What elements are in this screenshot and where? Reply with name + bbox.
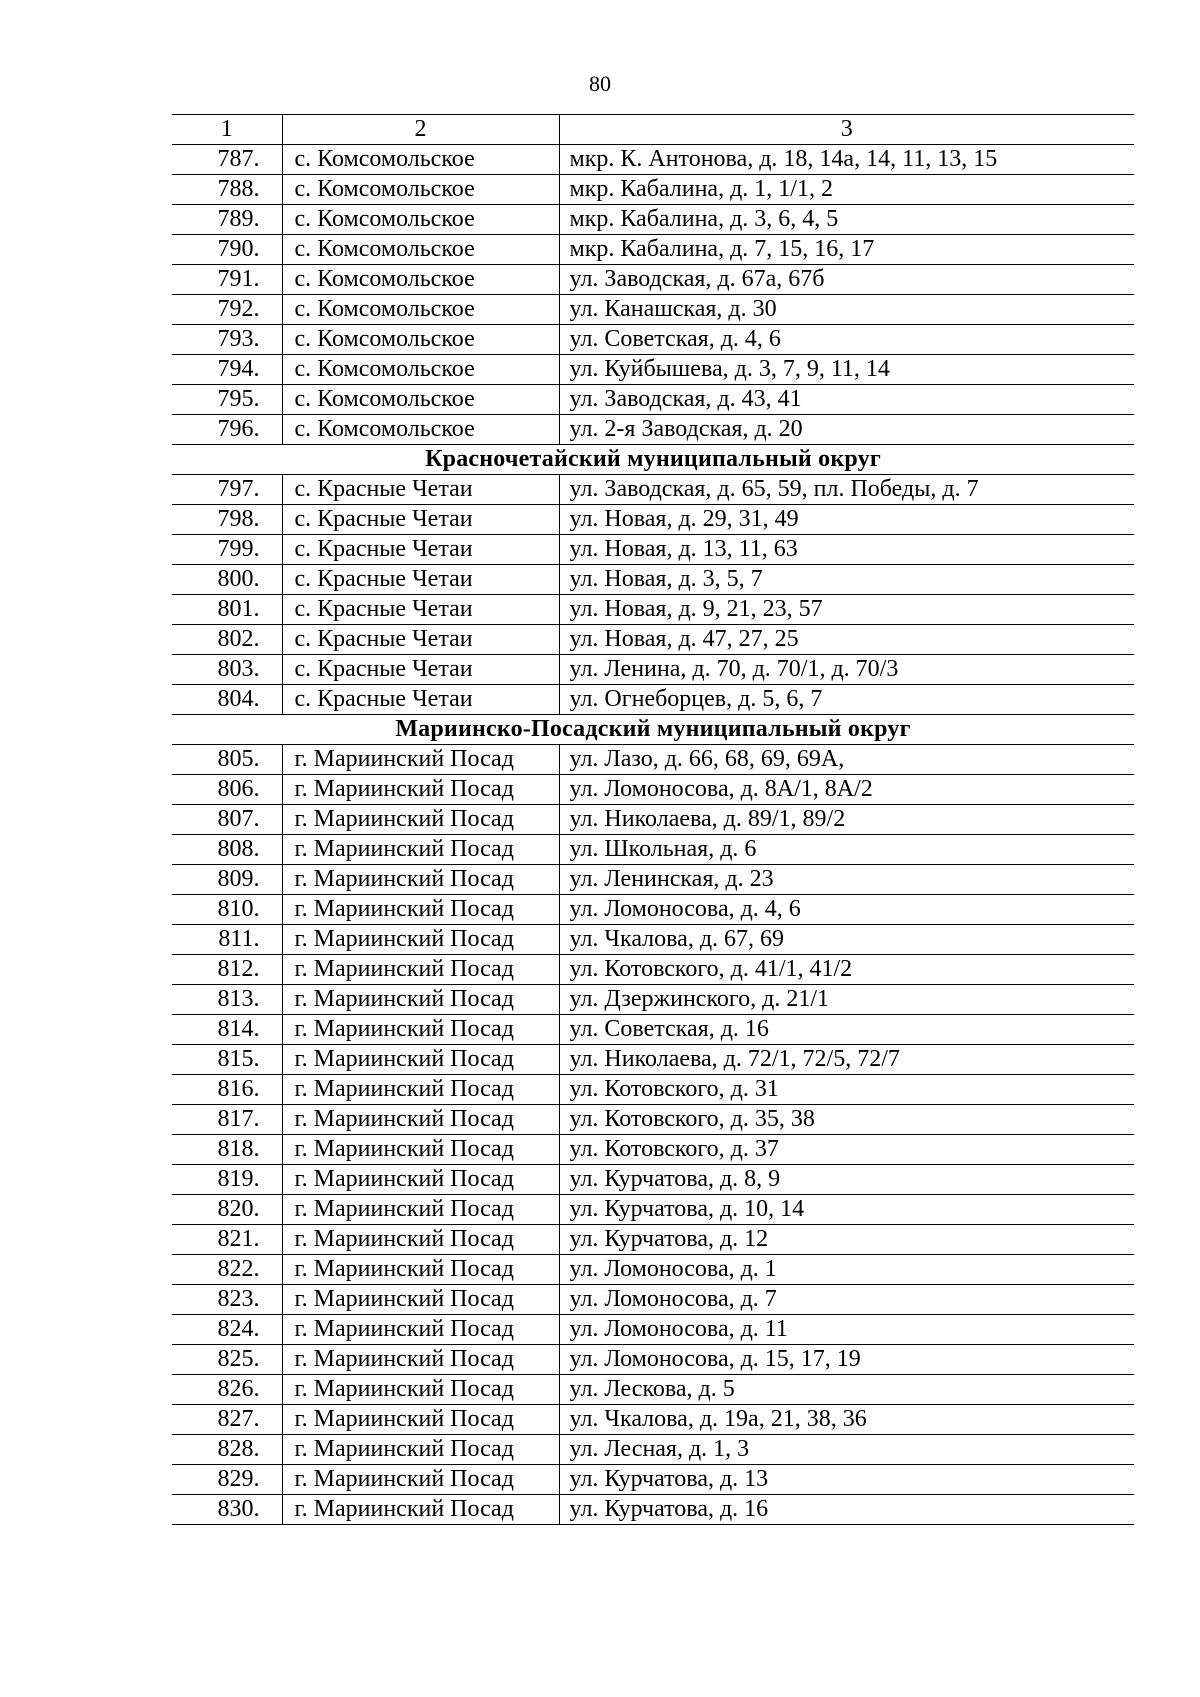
table-row [172, 655, 1134, 685]
table-row [172, 865, 1134, 895]
row-number: 805. [172, 745, 282, 775]
settlement-cell: г. Мариинский Посад [282, 925, 559, 955]
settlement-cell: г. Мариинский Посад [282, 775, 559, 805]
address-cell: ул. Курчатова, д. 16 [559, 1495, 1134, 1525]
row-number: 795. [172, 385, 282, 415]
row-number: 807. [172, 805, 282, 835]
table-row [172, 1465, 1134, 1495]
settlement-cell: г. Мариинский Посад [282, 1165, 559, 1195]
row-number: 826. [172, 1375, 282, 1405]
table-row [172, 595, 1134, 625]
address-cell: ул. Курчатова, д. 12 [559, 1225, 1134, 1255]
address-cell: ул. Ленинская, д. 23 [559, 865, 1134, 895]
address-cell: ул. Котовского, д. 35, 38 [559, 1105, 1134, 1135]
settlement-cell: г. Мариинский Посад [282, 835, 559, 865]
row-number: 792. [172, 295, 282, 325]
table-row [172, 1285, 1134, 1315]
row-number: 796. [172, 415, 282, 445]
row-number: 818. [172, 1135, 282, 1165]
settlement-cell: с. Красные Четаи [282, 475, 559, 505]
settlement-cell: г. Мариинский Посад [282, 1015, 559, 1045]
table-row [172, 355, 1134, 385]
table-row [172, 955, 1134, 985]
table-row [172, 235, 1134, 265]
settlement-cell: г. Мариинский Посад [282, 1465, 559, 1495]
row-number: 804. [172, 685, 282, 715]
address-cell: ул. Ломоносова, д. 4, 6 [559, 895, 1134, 925]
column-header-settlement: 2 [282, 115, 559, 145]
table-row [172, 565, 1134, 595]
row-number: 829. [172, 1465, 282, 1495]
settlement-cell: г. Мариинский Посад [282, 1105, 559, 1135]
address-cell: ул. Ломоносова, д. 1 [559, 1255, 1134, 1285]
row-number: 828. [172, 1435, 282, 1465]
address-cell: ул. Новая, д. 29, 31, 49 [559, 505, 1134, 535]
address-cell: ул. Заводская, д. 67а, 67б [559, 265, 1134, 295]
row-number: 812. [172, 955, 282, 985]
address-cell: ул. Заводская, д. 65, 59, пл. Победы, д. 7 [559, 475, 1134, 505]
row-number: 790. [172, 235, 282, 265]
address-cell: ул. Школьная, д. 6 [559, 835, 1134, 865]
address-cell: мкр. К. Антонова, д. 18, 14а, 14, 11, 13, 15 [559, 145, 1134, 175]
row-number: 794. [172, 355, 282, 385]
address-cell: мкр. Кабалина, д. 7, 15, 16, 17 [559, 235, 1134, 265]
table-row [172, 415, 1134, 445]
address-cell: ул. 2-я Заводская, д. 20 [559, 415, 1134, 445]
settlement-cell: г. Мариинский Посад [282, 1405, 559, 1435]
row-number: 813. [172, 985, 282, 1015]
row-number: 810. [172, 895, 282, 925]
address-cell: ул. Ломоносова, д. 8А/1, 8А/2 [559, 775, 1134, 805]
address-cell: ул. Лесная, д. 1, 3 [559, 1435, 1134, 1465]
table-row [172, 265, 1134, 295]
settlement-cell: г. Мариинский Посад [282, 1495, 559, 1525]
table-row [172, 295, 1134, 325]
table-row [172, 775, 1134, 805]
table-row [172, 1375, 1134, 1405]
settlement-cell: г. Мариинский Посад [282, 1135, 559, 1165]
table-row [172, 1015, 1134, 1045]
row-number: 809. [172, 865, 282, 895]
row-number: 825. [172, 1345, 282, 1375]
settlement-cell: г. Мариинский Посад [282, 1285, 559, 1315]
settlement-cell: г. Мариинский Посад [282, 1255, 559, 1285]
row-number: 806. [172, 775, 282, 805]
row-number: 788. [172, 175, 282, 205]
address-cell: ул. Курчатова, д. 10, 14 [559, 1195, 1134, 1225]
settlement-cell: г. Мариинский Посад [282, 1375, 559, 1405]
row-number: 789. [172, 205, 282, 235]
address-cell: ул. Дзержинского, д. 21/1 [559, 985, 1134, 1015]
table-row [172, 1105, 1134, 1135]
table-row [172, 325, 1134, 355]
settlement-cell: с. Комсомольское [282, 325, 559, 355]
settlement-cell: с. Комсомольское [282, 265, 559, 295]
section-title: Красночетайский муниципальный округ [172, 445, 1134, 475]
settlement-cell: с. Комсомольское [282, 355, 559, 385]
table-row [172, 1135, 1134, 1165]
settlement-cell: г. Мариинский Посад [282, 1435, 559, 1465]
table-row [172, 385, 1134, 415]
section-title: Мариинско-Посадский муниципальный округ [172, 715, 1134, 745]
table-row [172, 145, 1134, 175]
settlement-cell: г. Мариинский Посад [282, 895, 559, 925]
table-row [172, 1345, 1134, 1375]
table-row [172, 1075, 1134, 1105]
address-cell: ул. Ломоносова, д. 15, 17, 19 [559, 1345, 1134, 1375]
table-row [172, 1225, 1134, 1255]
address-cell: ул. Новая, д. 13, 11, 63 [559, 535, 1134, 565]
address-cell: ул. Куйбышева, д. 3, 7, 9, 11, 14 [559, 355, 1134, 385]
row-number: 817. [172, 1105, 282, 1135]
table-row [172, 835, 1134, 865]
table-row [172, 925, 1134, 955]
row-number: 819. [172, 1165, 282, 1195]
table-row [172, 535, 1134, 565]
settlement-cell: г. Мариинский Посад [282, 985, 559, 1015]
address-cell: ул. Огнеборцев, д. 5, 6, 7 [559, 685, 1134, 715]
row-number: 821. [172, 1225, 282, 1255]
table-body [172, 145, 1134, 1525]
settlement-cell: с. Красные Четаи [282, 625, 559, 655]
settlement-cell: с. Комсомольское [282, 295, 559, 325]
settlement-cell: с. Комсомольское [282, 415, 559, 445]
address-cell: ул. Канашская, д. 30 [559, 295, 1134, 325]
address-cell: ул. Котовского, д. 31 [559, 1075, 1134, 1105]
table-row [172, 1405, 1134, 1435]
row-number: 791. [172, 265, 282, 295]
settlement-cell: г. Мариинский Посад [282, 865, 559, 895]
table-row [172, 985, 1134, 1015]
settlement-cell: г. Мариинский Посад [282, 1195, 559, 1225]
row-number: 802. [172, 625, 282, 655]
table-row [172, 625, 1134, 655]
column-header-number: 1 [172, 115, 282, 145]
row-number: 830. [172, 1495, 282, 1525]
address-cell: ул. Заводская, д. 43, 41 [559, 385, 1134, 415]
address-cell: ул. Курчатова, д. 13 [559, 1465, 1134, 1495]
row-number: 811. [172, 925, 282, 955]
settlement-cell: с. Комсомольское [282, 385, 559, 415]
settlement-cell: г. Мариинский Посад [282, 1345, 559, 1375]
address-cell: ул. Новая, д. 9, 21, 23, 57 [559, 595, 1134, 625]
address-cell: ул. Ленина, д. 70, д. 70/1, д. 70/3 [559, 655, 1134, 685]
table-row [172, 505, 1134, 535]
settlement-cell: г. Мариинский Посад [282, 745, 559, 775]
row-number: 803. [172, 655, 282, 685]
row-number: 822. [172, 1255, 282, 1285]
address-cell: ул. Новая, д. 47, 27, 25 [559, 625, 1134, 655]
address-cell: ул. Ломоносова, д. 7 [559, 1285, 1134, 1315]
row-number: 798. [172, 505, 282, 535]
address-cell: ул. Котовского, д. 37 [559, 1135, 1134, 1165]
settlement-cell: с. Красные Четаи [282, 595, 559, 625]
address-cell: мкр. Кабалина, д. 3, 6, 4, 5 [559, 205, 1134, 235]
address-table [172, 114, 1134, 1525]
section-header-row [172, 715, 1134, 745]
row-number: 799. [172, 535, 282, 565]
settlement-cell: с. Красные Четаи [282, 535, 559, 565]
settlement-cell: г. Мариинский Посад [282, 805, 559, 835]
table-row [172, 745, 1134, 775]
address-cell: ул. Николаева, д. 72/1, 72/5, 72/7 [559, 1045, 1134, 1075]
table-row [172, 1315, 1134, 1345]
settlement-cell: с. Комсомольское [282, 205, 559, 235]
settlement-cell: с. Комсомольское [282, 235, 559, 265]
table-header [172, 115, 1134, 145]
row-number: 793. [172, 325, 282, 355]
row-number: 820. [172, 1195, 282, 1225]
settlement-cell: с. Комсомольское [282, 175, 559, 205]
settlement-cell: с. Красные Четаи [282, 655, 559, 685]
address-cell: мкр. Кабалина, д. 1, 1/1, 2 [559, 175, 1134, 205]
address-cell: ул. Лескова, д. 5 [559, 1375, 1134, 1405]
settlement-cell: г. Мариинский Посад [282, 1225, 559, 1255]
address-cell: ул. Николаева, д. 89/1, 89/2 [559, 805, 1134, 835]
row-number: 808. [172, 835, 282, 865]
settlement-cell: г. Мариинский Посад [282, 1075, 559, 1105]
row-number: 816. [172, 1075, 282, 1105]
address-cell: ул. Новая, д. 3, 5, 7 [559, 565, 1134, 595]
header-row [172, 115, 1134, 145]
table-row [172, 1255, 1134, 1285]
table-row [172, 1195, 1134, 1225]
table-row [172, 205, 1134, 235]
table-row [172, 1435, 1134, 1465]
section-header-row [172, 445, 1134, 475]
settlement-cell: с. Красные Четаи [282, 505, 559, 535]
table-row [172, 1495, 1134, 1525]
table-row [172, 895, 1134, 925]
row-number: 823. [172, 1285, 282, 1315]
table-row [172, 805, 1134, 835]
column-header-address: 3 [559, 115, 1134, 145]
settlement-cell: с. Красные Четаи [282, 685, 559, 715]
row-number: 814. [172, 1015, 282, 1045]
settlement-cell: с. Комсомольское [282, 145, 559, 175]
address-cell: ул. Советская, д. 16 [559, 1015, 1134, 1045]
settlement-cell: г. Мариинский Посад [282, 955, 559, 985]
address-cell: ул. Чкалова, д. 19а, 21, 38, 36 [559, 1405, 1134, 1435]
table-row [172, 1165, 1134, 1195]
address-cell: ул. Советская, д. 4, 6 [559, 325, 1134, 355]
settlement-cell: с. Красные Четаи [282, 565, 559, 595]
row-number: 797. [172, 475, 282, 505]
address-cell: ул. Чкалова, д. 67, 69 [559, 925, 1134, 955]
table-row [172, 685, 1134, 715]
page-number: 80 [589, 71, 611, 96]
settlement-cell: г. Мариинский Посад [282, 1315, 559, 1345]
address-cell: ул. Курчатова, д. 8, 9 [559, 1165, 1134, 1195]
table-row [172, 475, 1134, 505]
row-number: 800. [172, 565, 282, 595]
row-number: 801. [172, 595, 282, 625]
table-row [172, 1045, 1134, 1075]
settlement-cell: г. Мариинский Посад [282, 1045, 559, 1075]
row-number: 827. [172, 1405, 282, 1435]
address-cell: ул. Котовского, д. 41/1, 41/2 [559, 955, 1134, 985]
row-number: 824. [172, 1315, 282, 1345]
address-cell: ул. Ломоносова, д. 11 [559, 1315, 1134, 1345]
row-number: 787. [172, 145, 282, 175]
row-number: 815. [172, 1045, 282, 1075]
table-row [172, 175, 1134, 205]
address-cell: ул. Лазо, д. 66, 68, 69, 69А, [559, 745, 1134, 775]
